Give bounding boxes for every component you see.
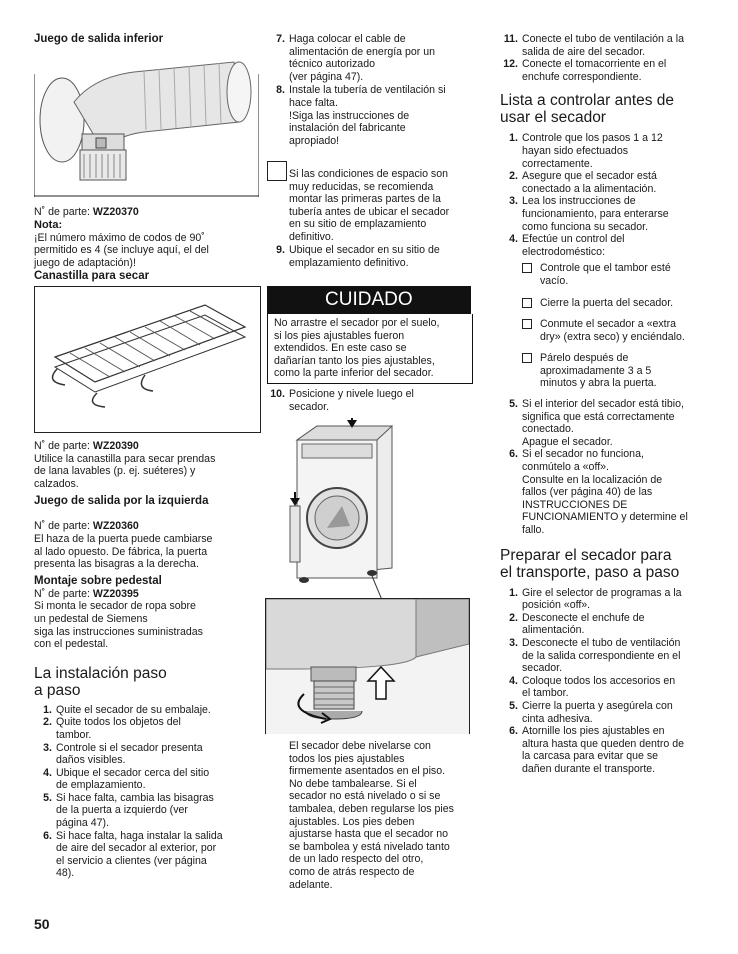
- caution-header: CUIDADO: [267, 286, 471, 314]
- list-item: 1. Quite el secador de su embalaje.: [43, 703, 211, 716]
- rack-part-number: WZ20390: [92, 440, 139, 452]
- left-column: [34, 33, 259, 46]
- check-item: Controle que el tambor esté vacío.: [522, 262, 710, 287]
- kit-left-part-number: WZ20360: [92, 520, 139, 533]
- install-title: La instalación paso a paso: [34, 664, 167, 699]
- sub-checklist: [522, 262, 710, 390]
- kit-bottom-part-label: N˚ de parte:: [34, 206, 93, 218]
- pedestal-part-label: N˚ de parte:: [34, 587, 93, 600]
- list-item: 12. Conecte el tomacorriente en el enchufe correspondiente.: [503, 58, 667, 83]
- list-item: 3. Lea los instrucciones de funcionamiento, para enterarse como funciona su secador.: [509, 195, 669, 233]
- list-item: 5. Cierre la puerta y asegúrela con cinta adhesiva.: [509, 699, 673, 725]
- pedestal-text: Si monta le secador de ropa sobre un pedestal de Siemens siga las instrucciones suministradas con el pedestal.: [34, 600, 203, 651]
- rack-text: Utilice la canastilla para secar prendas de lana lavables (p. ej. suéteres) y calzados.: [34, 452, 216, 490]
- kit-bottom-title: Juego de salida inferior: [34, 33, 164, 45]
- check-item: Cierre la puerta del secador.: [522, 297, 710, 310]
- checklist-steps: [500, 132, 710, 536]
- install-steps-continued: [267, 33, 477, 147]
- kit-bottom-note-label: Nota:: [34, 218, 63, 231]
- checkbox-icon: [522, 298, 532, 308]
- note-text: Si las condiciones de espacio son muy reducidas, se recomienda montar las primeras partes de la tubería antes de ubicar el secador en su sitio de emplazamiento definitivo.: [289, 168, 450, 243]
- transport-title: Preparar el secador para el transporte, paso a paso: [500, 546, 680, 581]
- list-item: 7. Haga colocar el cable de alimentación de energía por un técnico autorizado (ver página 47).: [276, 33, 436, 83]
- kit-left-part-label: N˚ de parte:: [34, 520, 93, 533]
- caution-text: No arrastre el secador por el suelo, si los pies ajustables fueron extendidos. En este caso se dañarían tanto los pies ajustables, como la parte inferior del secador.: [267, 314, 473, 384]
- list-item: 4. Coloque todos los accesorios en el tambor.: [509, 674, 676, 700]
- list-item: 5. Si el interior del secador está tibio, significa que está correctamente conectado. Apague el secador.: [509, 398, 684, 448]
- kit-bottom-part-number: WZ20370: [92, 206, 139, 218]
- checkbox-icon: [522, 263, 532, 273]
- list-item: 5. Si hace falta, cambia las bisagras de la puerta a izquierdo (ver página 47).: [43, 791, 214, 830]
- dryer-illustration: [282, 418, 402, 598]
- list-item: 1. Controle que los pasos 1 a 12 hayan sido efectuados correctamente.: [509, 132, 663, 170]
- list-item: 4. Efectúe un control del electrodoméstico: Controle que el tambor esté vacío. Cierre la puerta del secador. Conmute el secador a «extra dry» (extra seco) y enciéndalo. Párelo después de aproximadamente 3 a 5 minutos y abra la puerta.: [500, 233, 710, 390]
- pedestal-title: Montaje sobre pedestal: [34, 574, 162, 587]
- list-item: 3. Controle si el secador presenta daños visibles.: [43, 741, 203, 767]
- rack-title: Canastilla para secar: [34, 270, 150, 283]
- check-item: Conmute el secador a «extra dry» (extra seco) y enciéndalo.: [522, 318, 710, 343]
- list-item: 6. Si hace falta, haga instalar la salida de aire del secador al exterior, por el servicio a clientes (ver página 48).: [43, 829, 223, 880]
- list-item: 2. Asegure que el secador está conectado a la alimentación.: [509, 170, 657, 195]
- dryer-figure: [282, 418, 402, 598]
- vent-kit-figure: [34, 52, 259, 197]
- drying-rack-figure: [34, 286, 261, 433]
- adjustable-foot-figure: [265, 598, 470, 734]
- pedestal-part-number: WZ20395: [92, 587, 139, 600]
- note-icon: [267, 161, 287, 181]
- list-item: 4. Ubique el secador cerca del sitio de emplazamiento.: [43, 766, 210, 792]
- kit-bottom-note-text: ¡El número máximo de codos de 90˚ permitido es 4 (se incluye aquí, el del juego de adaptación)!: [34, 231, 209, 269]
- level-text: El secador debe nivelarse con todos los pies ajustables firmemente asentados en el piso. No debe tambalearse. Si el secador no está nivelado o si se tambalea, deben regularse los pies ajustables. Los pies deben ajustarse hasta que el secador no se bambolea y está nivelado tanto de un lado respecto del otro, como de atrás respecto de adelante.: [289, 740, 454, 891]
- list-item: 6. Si el secador no funciona, conmútelo a «off». Consulte en la localización de fallos (ver página 40) de las INSTRUCCIONES DE FUNCIONAMIENTO y determine el fallo.: [509, 448, 688, 536]
- list-item: 2. Desconecte el enchufe de alimentación.: [509, 611, 645, 637]
- checkbox-icon: [522, 319, 532, 329]
- list-item: 10. Posicione y nivele luego el secador.: [270, 388, 414, 413]
- kit-left-text: El haza de la puerta puede cambiarse al lado opuesto. De fábrica, la puerta presenta las bisagras a la derecha.: [34, 532, 213, 571]
- list-item: 11. Conecte el tubo de ventilación a la salida de aire del secador.: [503, 33, 684, 58]
- vent-kit-illustration: [34, 52, 259, 197]
- page-number: 50: [34, 916, 50, 932]
- list-item: 9. Ubique el secador en su sitio de emplazamiento definitivo.: [276, 244, 440, 269]
- list-item: 3. Desconecte el tubo de ventilación de la salida correspondiente en el secador.: [509, 636, 681, 675]
- checkbox-icon: [522, 353, 532, 363]
- adjustable-foot-illustration: [266, 599, 469, 734]
- transport-steps: [500, 587, 710, 776]
- kit-left-title: Juego de salida por la izquierda: [34, 495, 209, 508]
- list-item: 1. Gire el selector de programas a la posición «off».: [509, 586, 682, 612]
- drying-rack-illustration: [35, 287, 260, 432]
- checklist-title: Lista a controlar antes de usar el secador: [500, 92, 675, 127]
- rack-part-label: N˚ de parte:: [34, 440, 93, 452]
- list-item: 2. Quite todos los objetos del tambor.: [43, 716, 181, 741]
- list-item: 8. Instale la tubería de ventilación si hace falta. !Siga las instrucciones de instalación del fabricante apropiado!: [276, 84, 446, 147]
- check-item: Párelo después de aproximadamente 3 a 5 minutos y abra la puerta.: [522, 352, 710, 390]
- list-item: 6. Atornille los pies ajustables en altura hasta que queden dentro de la carcasa para evitar que se dañen durante el transporte.: [509, 725, 684, 775]
- install-steps: [34, 704, 264, 880]
